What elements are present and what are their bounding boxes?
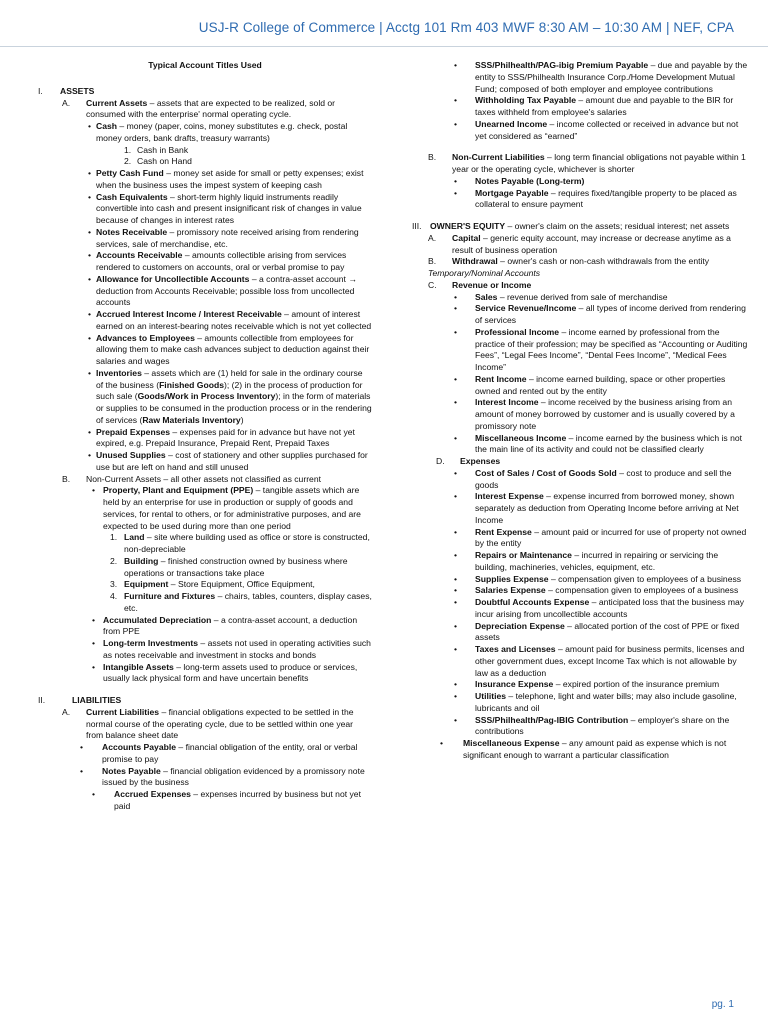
account-title: Furniture and Fixtures [124,591,216,601]
bullet-marker: • [92,614,96,625]
account-description: – financial obligation of the entity, oral or verbal promise to pay [102,742,358,764]
outline-item [38,156,372,168]
account-description: – financial obligations expected to be settled in the normal course of the operating cycle, due to be settled within one year from balance sheet date [86,706,354,741]
account-description: – due and payable by the entity to SSS/Philhealth Insurance Corp./Home Development Mutual Fund; composed of both employer and employee contributions [475,60,748,94]
account-description: – expenses paid for in advance but have not yet expired, e.g. Prepaid Insurance, Prepaid Rent, Prepaid Taxes [96,426,355,449]
item-number: 2. [124,156,132,167]
right-column [412,60,748,762]
account-description: Temporary/Nominal Accounts [428,268,541,278]
bullet-marker: • [88,426,92,437]
account-title: Goods/Work in Process Inventory [137,391,276,402]
account-title: Unearned Income [475,118,548,129]
outline-item [412,456,748,468]
outline-item [38,695,372,707]
item-number: B. [62,473,71,484]
account-title: Cash [96,121,118,131]
account-title: Utilities [475,691,507,701]
account-title: Sales [475,291,498,302]
account-description: – chairs, tables, counters, display cases, etc. [124,591,372,613]
bullet-marker: • [88,450,92,460]
bullet-marker: • [454,620,458,631]
account-title: Accumulated Depreciation [103,614,212,625]
account-title: Cost of Sales / Cost of Goods Sold [475,467,617,478]
account-title: Revenue or Income [452,279,532,290]
account-title: Allowance for Uncollectible Accounts [96,273,250,284]
account-title: Doubtful Accounts Expense [475,597,590,607]
item-number: B. [428,152,437,163]
bullet-marker: • [88,168,92,178]
account-title: Depreciation Expense [475,620,565,631]
account-description: – Store Equipment, Office Equipment, [168,579,315,590]
left-column [38,60,372,813]
bullet-marker: • [454,60,458,70]
account-title: Accrued Interest Income / Interest Receivable [96,309,282,319]
outline-item [412,738,748,762]
account-description: – money set aside for small or petty expenses; exist when the business uses the impest system of keeping cash [96,168,364,190]
account-description: – a contra-asset account → deduction from Accounts Receivable; possible loss from uncollected accounts [96,273,357,308]
account-title: Equipment [124,579,169,590]
account-description: – long term financial obligations not payable within 1 year or the operating cycle, whichever is shorter [452,152,746,174]
account-title: Withdrawal [452,256,498,267]
account-description: – income earned building, space or other properties owned and rented out by the entity [475,373,726,396]
outline-item [38,742,372,766]
account-title: Capital [452,232,481,243]
outline-item [412,679,748,691]
outline-item [412,597,748,621]
account-title: Rent Expense [475,526,532,537]
outline-item [412,119,748,143]
account-title: Miscellaneous Income [475,432,567,443]
item-number: 3. [110,579,118,590]
bullet-marker: • [454,573,458,584]
bullet-marker: • [440,738,444,748]
account-description: ); (2) in the process of production for such sale ( [96,379,363,402]
account-description: Cash on Hand [137,156,192,167]
item-number: A. [62,97,71,108]
bullet-marker: • [80,765,84,776]
outline-item [38,168,372,192]
account-title: Supplies Expense [475,573,549,584]
outline-item [412,715,748,739]
outline-item [412,491,748,526]
account-title: Professional Income [475,326,560,337]
outline-item [38,86,372,98]
account-title: Inventories [96,367,142,378]
bullet-marker: • [88,121,92,131]
outline-item [38,615,372,639]
account-description: – income received by the business arising from an amount of money borrowed by customer and is usually covered by a promissory note [475,397,735,431]
outline-item [412,221,748,233]
bullet-marker: • [454,526,458,537]
left-column-items [38,86,372,813]
account-description: – compensation given to employees of a business [545,585,739,596]
outline-item [38,579,372,591]
account-description: – assets that are expected to be realized, sold or consumed with the enterprise' normal operating cycle. [86,97,336,120]
outline-item [412,585,748,597]
item-number: D. [436,456,445,466]
outline-item [38,250,372,274]
bullet-marker: • [92,638,96,648]
outline-item [38,145,372,157]
account-description: – amount due and payable to the BIR for taxes withheld from employee's salaries [475,95,734,117]
account-description: – all types of income derived from rendering of services [475,303,746,325]
outline-item [38,474,372,486]
item-number: II. [38,695,46,705]
outline-item [38,192,372,227]
bullet-marker: • [454,467,458,478]
account-title: Expenses [460,456,501,466]
item-number: III. [412,221,422,231]
bullet-marker: • [454,397,458,408]
account-description: – amounts collectible from employees for allowing them to make cash advances subject to deduction against their salaries and wages [96,332,370,366]
account-description: – cost to produce and sell the goods [475,467,732,490]
outline-item [412,374,748,398]
account-description: – compensation given to employees of a business [548,573,742,584]
account-description: – amount paid or incurred for use of property not owned by the entity [475,526,747,549]
account-description: ); in the form of materials or supplies to be consumed in the production process or in the rendering of services ( [96,391,372,425]
bullet-marker: • [454,95,458,106]
account-description: – requires fixed/tangible property to be placed as collateral to ensure payment [475,187,737,210]
outline-item [412,621,748,645]
account-title: SSS/Philhealth/Pag-IBIG Contribution [475,714,629,725]
account-title: Advances to Employees [96,332,195,343]
bullet-marker: • [454,373,458,384]
outline-item [38,485,372,532]
account-title: OWNER'S EQUITY [430,221,506,231]
outline-item [412,644,748,679]
account-description: ) [240,414,244,425]
account-title: Accrued Expenses [114,789,191,799]
account-title: Long-term Investments [103,638,199,648]
outline-item [38,121,372,145]
bullet-marker: • [454,585,458,596]
account-description: – owner's claim on the assets; residual interest; net assets [505,221,730,231]
account-title: Current Liabilities [86,706,160,717]
bullet-marker: • [454,326,458,337]
outline-item [38,309,372,333]
account-description: – expired portion of the insurance premium [553,679,720,690]
outline-item [412,256,748,268]
bullet-marker: • [454,550,458,560]
account-title: Taxes and Licenses [475,644,556,654]
outline-item [412,268,748,280]
outline-item [38,274,372,309]
bullet-marker: • [454,175,458,186]
bullet-marker: • [88,367,92,378]
page-number: pg. 1 [711,999,734,1010]
outline-item [38,556,372,580]
outline-item [412,188,748,212]
bullet-marker: • [454,491,458,502]
account-description: – any amount paid as expense which is not significant enough to warrant a particular classification [463,738,727,760]
account-description: – short-term highly liquid instruments readily convertible into cash and present insignificant risk of changes in value because of changes in interest rates [96,191,362,225]
account-title: Petty Cash Fund [96,168,164,178]
bullet-marker: • [88,226,92,237]
account-description: – anticipated loss that the business may incur arising from uncollectible accounts [475,597,745,619]
account-title: ASSETS [60,85,95,96]
account-title: Current Assets [86,97,148,108]
account-description: – owner's cash or non-cash withdrawals from the entity [497,256,710,267]
bullet-marker: • [88,332,92,343]
account-title: Accounts Receivable [96,250,183,261]
account-description: – finished construction owned by business where operations or transactions take place [124,555,348,578]
account-description: – promissory note received arising from rendering services, sale of merchandise, etc. [96,226,359,249]
account-title: Unused Supplies [96,450,166,460]
account-title: Finished Goods [159,379,224,390]
bullet-marker: • [454,644,458,654]
account-title: Salaries Expense [475,585,546,596]
outline-item [412,574,748,586]
outline-item [412,691,748,715]
item-number: 2. [110,555,118,566]
outline-item [38,532,372,556]
outline-item [412,468,748,492]
outline-item [412,527,748,551]
account-title: LIABILITIES [72,695,122,705]
account-title: Raw Materials Inventory [142,414,241,425]
page-header: USJ-R College of Commerce | Acctg 101 Rm 403 MWF 8:30 AM – 10:30 AM | NEF, CPA [198,20,734,35]
account-title: Rent Income [475,373,527,384]
account-title: Land [124,532,145,543]
item-number: 4. [110,591,118,601]
account-title: Notes Receivable [96,226,168,237]
item-number: 1. [110,532,118,543]
outline-item [38,662,372,686]
outline-item [412,397,748,432]
account-description: – income earned by professional from the practice of their profession; may be specified as “Accounting or Auditing Fees”, “Legal Fees Income”, “Dental Fees Income”, “Medical Fees Income” [475,326,748,372]
account-title: Interest Income [475,397,539,408]
account-description: – generic equity account, may increase or decrease anytime as a result of business operation [452,232,731,255]
outline-item [38,427,372,451]
account-description: – income earned by the business which is not the main line of its activity and could not be classified clearly [475,432,743,455]
bullet-marker: • [454,118,458,129]
outline-item [412,550,748,574]
account-description: – telephone, light and water bills; may also include gasoline, lubricants and oil [475,691,737,713]
account-title: SSS/Philhealth/PAG-ibig Premium Payable [475,60,649,70]
account-description: – revenue derived from sale of merchandise [497,291,668,302]
outline-item [412,233,748,257]
outline-item [412,292,748,304]
outline-item [412,433,748,457]
account-description: – tangible assets which are held by an enterprise for use in production or supply of goods and services, for rental to others, or for administrative purposes, and are expected to be used during more than one period [103,485,361,531]
account-description: – amounts collectible arising from services rendered to customers on accounts, oral or verbal promise to pay [96,250,347,272]
account-description: – financial obligation evidenced by a promissory note issued by the business [102,765,365,788]
account-title: Building [124,555,159,566]
outline-item [38,368,372,427]
outline-item [38,766,372,790]
outline-item [38,98,372,122]
bullet-marker: • [454,291,458,302]
bullet-marker: • [454,691,458,701]
account-description: – employer's share on the contributions [475,714,730,737]
outline-item [412,176,748,188]
account-description: – expense incurred from borrowed money, shown separately as deduction from Operating Income before arriving at Net Income [475,491,739,525]
account-description: – amount of interest earned on an interest-bearing notes receivable which is not yet collected [96,309,372,331]
account-title: Miscellaneous Expense [463,738,560,748]
account-description: – site where building used as office or store is constructed, non-depreciable [124,532,370,554]
outline-item [38,707,372,742]
outline-item [412,95,748,119]
outline-item [412,152,748,176]
bullet-marker: • [88,309,92,319]
account-description: – cost of stationery and other supplies purchased for use but are left on hand and still unused [96,450,368,472]
item-number: A. [428,232,437,243]
account-description: – expenses incurred by business but not yet paid [114,789,361,811]
bullet-marker: • [88,191,92,202]
account-title: Repairs or Maintenance [475,550,572,560]
account-description: – long-term assets used to produce or services, usually lack physical form and have uncertain benefits [103,661,358,684]
account-title: Accounts Payable [102,742,177,752]
right-column-items [412,60,748,762]
account-description: – money (paper, coins, money substitutes e.g. check, postal money orders, bank drafts, treasury warrants) [96,121,348,143]
item-number: A. [62,706,71,717]
item-number: B. [428,256,437,267]
outline-item [38,638,372,662]
account-title: Property, Plant and Equipment (PPE) [103,485,254,496]
outline-item [412,60,748,95]
bullet-marker: • [454,679,458,690]
account-title: Notes Payable [102,765,161,776]
outline-item [38,227,372,251]
outline-item [38,789,372,813]
outline-item [38,450,372,474]
account-description: – assets not used in operating activities such as notes receivable and investment in stocks and bonds [103,638,371,660]
account-title: Mortgage Payable [475,187,549,198]
bullet-marker: • [92,485,96,496]
account-description: – incurred in repairing or servicing the building, machineries, vehicles, equipment, etc. [475,550,719,572]
document-title: Typical Account Titles Used [148,60,262,70]
item-number: I. [38,85,43,96]
account-description: – amount paid for business permits, licenses and other government dues, except Income Tax which is not allowable by law as a deduction [475,644,745,678]
outline-item [38,333,372,368]
account-title: Interest Expense [475,491,544,502]
account-description: Non-Current Assets – all other assets not classified as current [86,473,322,484]
bullet-marker: • [454,714,458,725]
account-description: – income collected or received in advance but not yet considered as “earned” [475,118,739,141]
bullet-marker: • [92,789,96,799]
account-title: Non-Current Liabilities [452,152,545,163]
item-number: C. [428,279,437,290]
outline-item [412,280,748,292]
item-number: 1. [124,144,132,155]
bullet-marker: • [80,742,84,752]
account-title: Cash Equivalents [96,191,168,202]
bullet-marker: • [454,303,458,314]
account-description: Cash in Bank [137,144,189,155]
account-title: Notes Payable (Long-term) [475,175,585,186]
account-title: Intangible Assets [103,661,174,672]
account-description: – a contra-asset account, a deduction from PPE [103,614,358,637]
bullet-marker: • [88,250,92,261]
account-description: – allocated portion of the cost of PPE or fixed assets [475,620,740,643]
bullet-marker: • [454,432,458,443]
bullet-marker: • [454,187,458,198]
account-title: Withholding Tax Payable [475,95,576,106]
outline-item [412,327,748,374]
bullet-marker: • [88,273,92,284]
header-divider [0,46,768,47]
account-title: Prepaid Expenses [96,426,171,437]
account-title: Service Revenue/Income [475,303,577,314]
outline-item [412,303,748,327]
outline-item [38,591,372,615]
account-description: – assets which are (1) held for sale in the ordinary course of the business ( [96,367,363,390]
bullet-marker: • [92,661,96,672]
bullet-marker: • [454,597,458,607]
account-title: Insurance Expense [475,679,554,690]
